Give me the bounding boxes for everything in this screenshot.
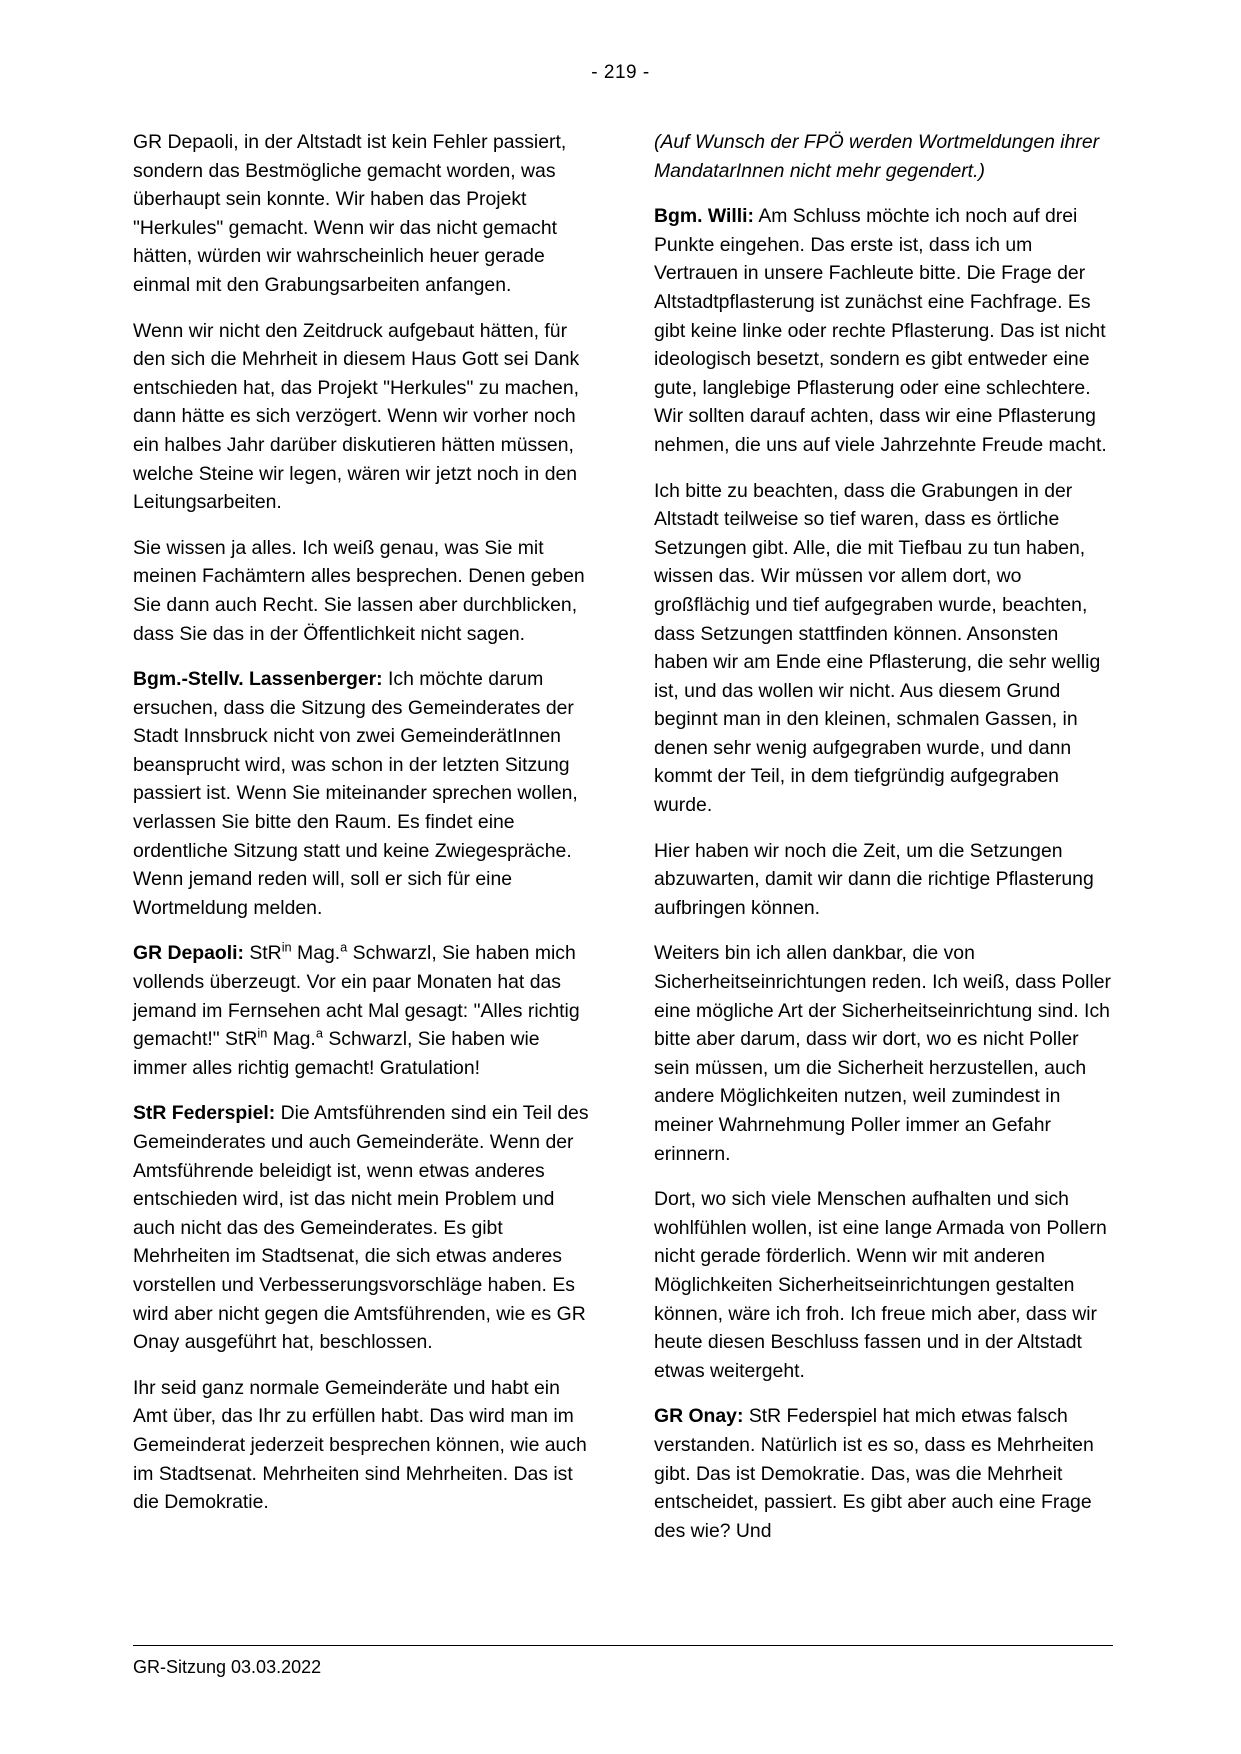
paragraph-text: Dort, wo sich viele Menschen aufhalten und sich wohlfühlen wollen, ist eine lange Armada von Pollern nicht gerade förderlich. Wenn wir mit anderen Möglichkeiten Sicherheitseinrichtungen gestalten können, wäre ich froh. Ich freue mich aber, dass wir heute diesen Beschluss fassen und in der Altstadt etwas weitergeht.: [654, 1188, 1107, 1382]
right-column: [654, 128, 1113, 1545]
paragraph-text: StR$^{in}$ Mag.$^a$ Schwarzl, Sie haben mich vollends überzeugt. Vor ein paar Monaten hat das jemand im Fernsehen acht Mal gesagt: "Alles richtig gemacht!" StR$^{in}$ Mag.$^a$ Schwarzl, Sie haben wie immer alles richtig gemacht! Gratulation!: [133, 939, 580, 1079]
speaker-name: GR Depaoli:: [133, 942, 244, 965]
paragraph-text: Ich möchte darum ersuchen, dass die Sitzung des Gemeinderates der Stadt Innsbruck nicht von zwei GemeinderätInnen beansprucht wird, was schon in der letzten Sitzung passiert ist. Wenn Sie miteinander sprechen wollen, verlassen Sie bitte den Raum. Es findet eine ordentliche Sitzung statt und keine Zwiegespräche. Wenn jemand reden will, soll er sich für eine Wortmeldung melden.: [133, 668, 578, 919]
footer-divider: [133, 1645, 1113, 1646]
speaker-name: GR Onay:: [654, 1405, 744, 1428]
paragraph-text: Weiters bin ich allen dankbar, die von Sicherheitseinrichtungen reden. Ich weiß, dass Poller eine mögliche Art der Sicherheitseinrichtung sind. Ich bitte aber darum, dass wir dort, wo es nicht Poller sein müssen, um die Sicherheit herzustellen, auch andere Möglichkeiten nutzen, weil zumindest in meiner Wahrnehmung Poller immer an Gefahr erinnern.: [654, 942, 1111, 1165]
speaker-name: Bgm. Willi:: [654, 205, 755, 228]
paragraph-text: StR Federspiel hat mich etwas falsch verstanden. Natürlich ist es so, dass es Mehrheiten gibt. Das ist Demokratie. Das, was die Mehrheit entscheidet, passiert. Es gibt aber auch eine Frage des wie? Und: [654, 1405, 1094, 1542]
right-paragraph: [654, 1185, 1113, 1385]
right-paragraph: [654, 939, 1113, 1168]
left-paragraph: [133, 1374, 592, 1517]
footer-label: GR-Sitzung 03.03.2022: [133, 1657, 322, 1677]
text-columns: [133, 128, 1113, 1545]
paragraph-text: GR Depaoli, in der Altstadt ist kein Fehler passiert, sondern das Bestmögliche gemacht worden, was überhaupt sein konnte. Wir haben das Projekt "Herkules" gemacht. Wenn wir das nicht gemacht hätten, würden wir wahrscheinlich heuer gerade einmal mit den Grabungsarbeiten anfangen.: [133, 131, 567, 296]
speaker-name: Bgm.-Stellv. Lassenberger:: [133, 668, 383, 691]
left-paragraph: [133, 534, 592, 648]
paragraph-text: Die Amtsführenden sind ein Teil des Gemeinderates und auch Gemeinderäte. Wenn der Amtsführende beleidigt ist, wenn etwas anderes entschieden wird, ist das nicht mein Problem und auch nicht das des Gemeinderates. Es gibt Mehrheiten im Stadtsenat, die sich etwas anderes vorstellen und Verbesserungsvorschläge haben. Es wird aber nicht gegen die Amtsführenden, wie es GR Onay ausgeführt hat, beschlossen.: [133, 1102, 589, 1354]
speaker-name: StR Federspiel:: [133, 1102, 276, 1125]
right-paragraph: [654, 477, 1113, 820]
paragraph-text: Wenn wir nicht den Zeitdruck aufgebaut hätten, für den sich die Mehrheit in diesem Haus Gott sei Dank entschieden hat, das Projekt "Herkules" zu machen, dann hätte es sich verzögert. Wenn wir vorher noch ein halbes Jahr darüber diskutieren hätten müssen, welche Steine wir legen, wären wir jetzt noch in den Leitungsarbeiten.: [133, 319, 580, 514]
right-paragraph: [654, 837, 1113, 923]
right-paragraph: [654, 1402, 1113, 1545]
right-paragraph: [654, 202, 1113, 459]
left-paragraph: [133, 1099, 592, 1356]
left-paragraph: [133, 939, 592, 1082]
page-number: - 219 -: [591, 62, 650, 83]
left-paragraph: [133, 317, 592, 517]
paragraph-text: Ich bitte zu beachten, dass die Grabungen in der Altstadt teilweise so tief waren, dass es örtliche Setzungen gibt. Alle, die mit Tiefbau zu tun haben, wissen das. Wir müssen vor allem dort, wo großflächig und tief aufgegraben wurde, beachten, dass Setzungen stattfinden können. Ansonsten haben wir am Ende eine Pflasterung, die sehr wellig ist, und das wollen wir nicht. Aus diesem Grund beginnt man in den kleinen, schmalen Gassen, in denen sehr wenig aufgegraben wurde, und dann kommt der Teil, in dem tiefgründig aufgegraben wurde.: [654, 479, 1101, 817]
right-paragraph: [654, 128, 1113, 185]
paragraph-text: Am Schluss möchte ich noch auf drei Punkte eingehen. Das erste ist, dass ich um Vertrauen in unsere Fachleute bitte. Die Frage der Altstadtpflasterung ist zunächst eine Fachfrage. Es gibt keine linke oder rechte Pflasterung. Das ist nicht ideologisch besetzt, sondern es gibt entweder eine gute, langlebige Pflasterung oder eine schlechtere. Wir sollten darauf achten, dass wir eine Pflasterung nehmen, die uns auf viele Jahrzehnte Freude macht.: [654, 205, 1107, 456]
paragraph-text: (Auf Wunsch der FPÖ werden Wortmeldungen ihrer MandatarInnen nicht mehr gegendert.): [654, 131, 1100, 182]
left-paragraph: [133, 665, 592, 922]
left-column: [133, 128, 592, 1545]
paragraph-text: Hier haben wir noch die Zeit, um die Setzungen abzuwarten, damit wir dann die richtige Pflasterung aufbringen können.: [654, 839, 1094, 919]
left-paragraph: [133, 128, 592, 300]
paragraph-text: Ihr seid ganz normale Gemeinderäte und habt ein Amt über, das Ihr zu erfüllen habt. Das wird man im Gemeinderat jederzeit besprechen können, wie auch im Stadtsenat. Mehrheiten sind Mehrheiten. Das ist die Demokratie.: [133, 1376, 587, 1514]
paragraph-text: Sie wissen ja alles. Ich weiß genau, was Sie mit meinen Fachämtern alles besprechen. Denen geben Sie dann auch Recht. Sie lassen aber durchblicken, dass Sie das in der Öffentlichkeit nicht sagen.: [133, 536, 585, 645]
